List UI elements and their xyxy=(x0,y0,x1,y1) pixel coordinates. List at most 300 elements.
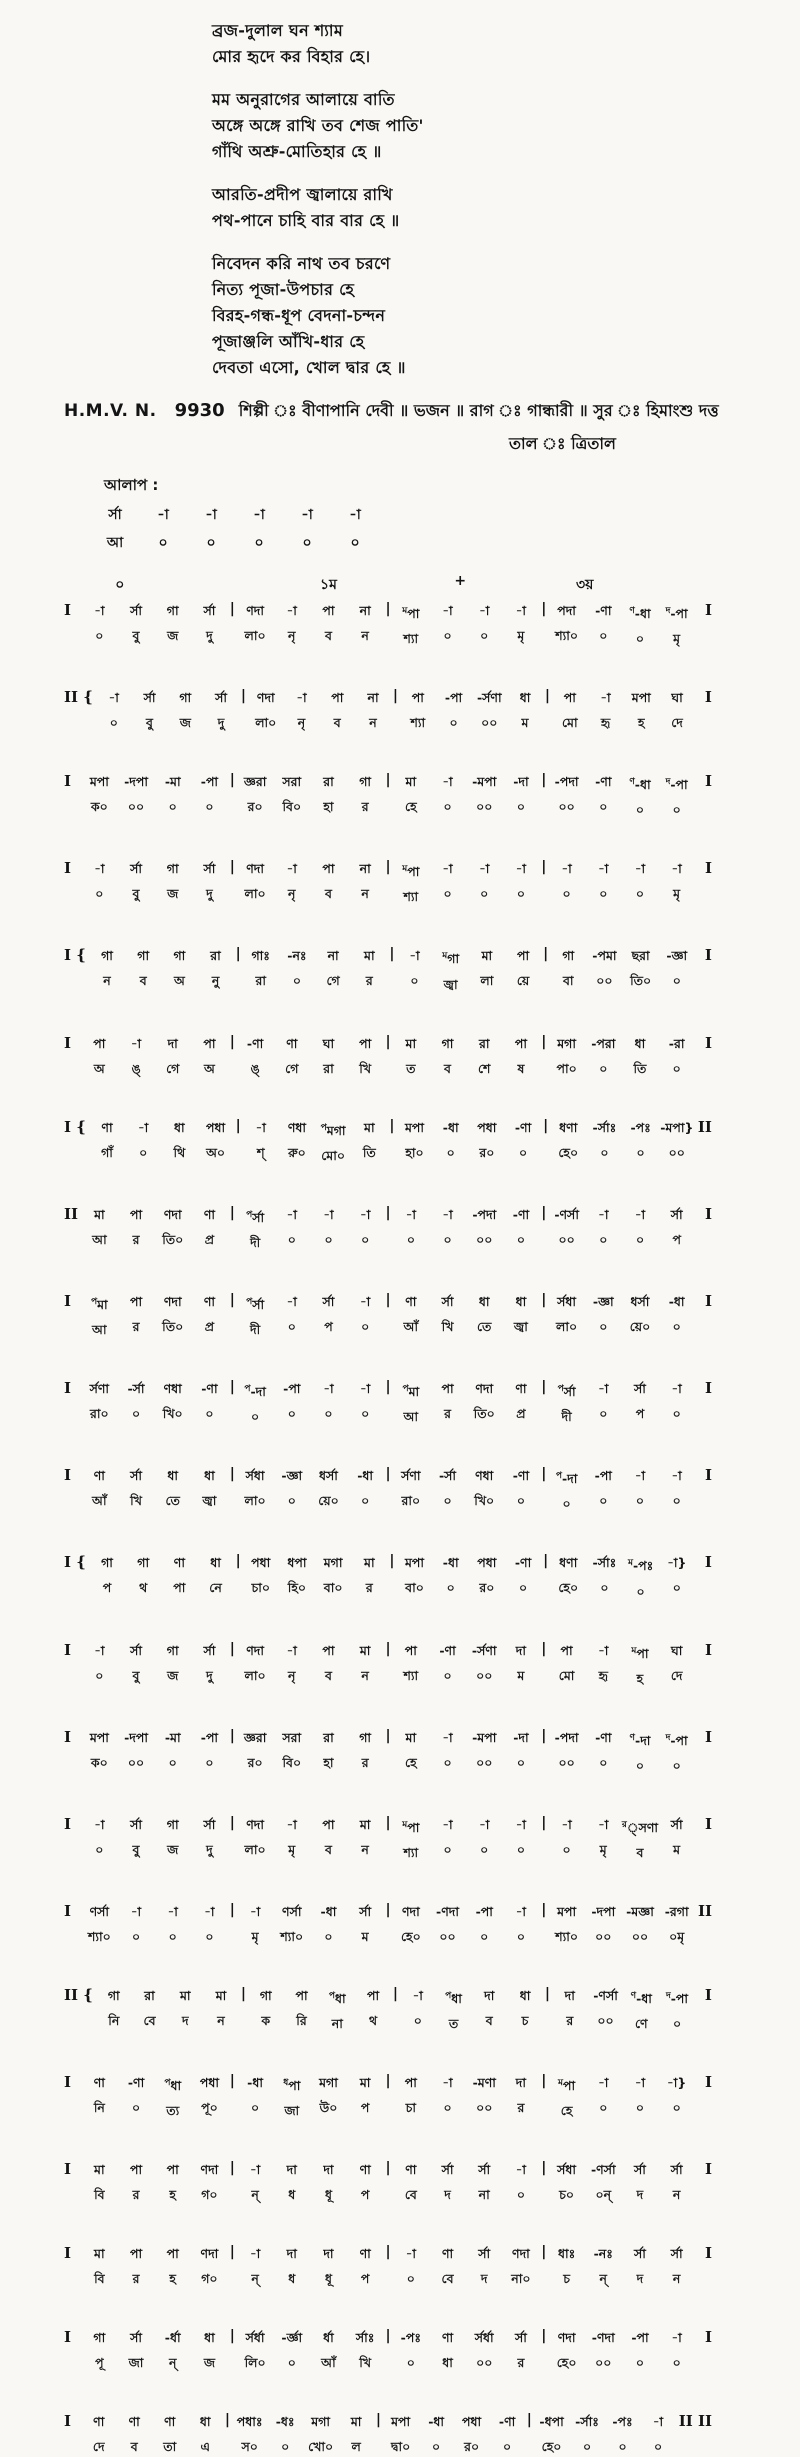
lyric-syllable: ০ xyxy=(600,1580,609,1596)
lyric-syllable: পা০ xyxy=(556,1060,577,1076)
lyric-syllable: মৃ xyxy=(251,1929,259,1945)
tala-marker: + xyxy=(454,573,467,589)
sargam-note: পধা xyxy=(205,1119,226,1135)
notation-system xyxy=(64,1728,712,1776)
sargam-note: ণদা xyxy=(200,2162,219,2178)
beat xyxy=(154,2160,191,2205)
lyric-syllable: ০ xyxy=(406,2271,415,2287)
beat xyxy=(503,1205,540,1250)
bar-divider: | xyxy=(541,1814,547,1831)
bar-divider: | xyxy=(541,1033,547,1050)
beat xyxy=(351,1553,387,1598)
beat xyxy=(503,1379,540,1424)
sargam-note: মপা xyxy=(89,774,109,790)
sargam-note: দা xyxy=(564,1988,575,2004)
alap-lyric-syllable: ০ xyxy=(254,535,264,551)
sargam-note: $^ম$পা xyxy=(631,1645,649,1661)
alap-label: আলাপ : xyxy=(104,476,159,494)
bar-divider: | xyxy=(392,688,398,705)
lyric-syllable: ন xyxy=(672,2187,681,2203)
bar-divider: | xyxy=(385,2160,391,2177)
beat xyxy=(243,1118,279,1163)
lyric-syllable: ০ xyxy=(131,2100,141,2116)
lyric-syllable: ধ xyxy=(288,2271,296,2287)
lyric-syllable: ০ xyxy=(281,2439,290,2455)
beat xyxy=(622,601,659,649)
beat xyxy=(161,1118,197,1163)
lyric-syllable: জ xyxy=(167,1841,179,1857)
lyric-syllable: ০০ xyxy=(476,2355,493,2371)
sargam-note: -রগা xyxy=(664,1904,689,1920)
sargam-note: -া xyxy=(442,603,453,618)
beat xyxy=(248,688,284,733)
beat xyxy=(586,1553,622,1598)
sargam-note: দা xyxy=(167,1035,178,1051)
sargam-note: গা xyxy=(179,690,192,706)
beat xyxy=(585,601,622,646)
sargam-note: গাঃ xyxy=(251,948,270,964)
sargam-note: -া xyxy=(286,1293,297,1309)
beat xyxy=(154,2073,191,2121)
lyric-syllable: ধূ xyxy=(324,2187,332,2203)
sargam-note: ধণা xyxy=(559,1555,578,1571)
sargam-note: দা xyxy=(323,2162,334,2178)
beat xyxy=(351,946,387,991)
beat xyxy=(588,1986,624,2031)
bar-divider: | xyxy=(541,1379,547,1396)
bar-divider: | xyxy=(392,1986,398,2003)
lyric-syllable: ০ xyxy=(361,1406,370,1422)
sargam-note: মা xyxy=(364,1555,375,1571)
sargam-note: ণা xyxy=(173,1555,185,1571)
beat xyxy=(503,772,540,817)
sargam-note: র্সা xyxy=(670,1816,683,1832)
sargam-note: -পঃ xyxy=(612,2414,633,2430)
beat xyxy=(154,1466,191,1511)
beat xyxy=(310,601,347,646)
beat xyxy=(469,1553,505,1598)
system-start-marker: I xyxy=(64,2160,72,2179)
sargam-note: -া xyxy=(479,861,490,877)
beat xyxy=(548,859,585,904)
beat xyxy=(622,1728,659,1776)
beat xyxy=(436,688,472,733)
lyric-syllable: ০ xyxy=(672,1757,681,1773)
lyric-syllable: ০০ xyxy=(476,2100,493,2116)
sargam-note: না xyxy=(359,861,371,877)
beat xyxy=(429,859,466,904)
bar-divider: | xyxy=(385,859,391,876)
beat xyxy=(310,2328,347,2373)
beat xyxy=(81,2328,118,2373)
lyric-syllable: র০ xyxy=(479,1580,495,1596)
lyric-syllable: তে xyxy=(165,1493,180,1509)
beat xyxy=(503,1641,540,1686)
beat xyxy=(191,1728,228,1773)
beat xyxy=(503,1292,540,1337)
lyric-syllable: লা০ xyxy=(255,715,277,731)
lyric-syllable: ০ xyxy=(413,2013,422,2029)
lyric-syllable: ০০ xyxy=(481,715,498,731)
beat xyxy=(273,1466,310,1511)
stanza xyxy=(212,182,800,234)
beat xyxy=(273,2328,310,2373)
lyric-syllable: জা xyxy=(284,2103,300,2119)
sargam-note: -া xyxy=(598,1381,609,1397)
lyric-syllable: ০ xyxy=(516,1841,525,1857)
system-start-marker: I xyxy=(64,1640,72,1659)
lyric-syllable: দ xyxy=(636,2271,644,2287)
system-end-marker: I xyxy=(704,2160,712,2179)
beat xyxy=(393,859,430,907)
lyric-syllable: অ xyxy=(173,973,185,989)
lyric-syllable: শ্ xyxy=(256,1144,265,1160)
lyric-syllable: ০ xyxy=(324,1231,333,1247)
sargam-note: পা xyxy=(404,1642,417,1658)
tala-marker: ০ xyxy=(115,577,125,593)
sargam-note: $^প$র্সা xyxy=(246,1296,265,1313)
bar-divider: | xyxy=(385,1902,391,1919)
lyric-syllable: হ xyxy=(169,2271,176,2287)
sargam-note: -মপা xyxy=(472,774,497,790)
notation-system xyxy=(64,2073,712,2121)
bar-divider: | xyxy=(235,946,241,963)
sargam-note: র্সণা xyxy=(401,1468,421,1484)
beat xyxy=(81,1466,118,1511)
lyric-syllable: র xyxy=(132,1231,140,1247)
sargam-note: র্সা xyxy=(670,2246,683,2262)
lyric-line: গাঁথি অশ্রু-মোতিহার হে ॥ xyxy=(212,142,382,161)
sargam-note: -পা xyxy=(283,1381,301,1397)
lyric-syllable: ০ xyxy=(599,628,608,643)
sargam-note: পা xyxy=(203,1035,216,1051)
lyric-syllable: নে xyxy=(209,1580,222,1596)
sargam-note: $^ম$পা xyxy=(402,1819,420,1836)
beat xyxy=(81,1815,118,1860)
notation-system xyxy=(64,1379,712,1427)
sargam-note: -ধা xyxy=(428,2414,445,2430)
beat xyxy=(534,2412,569,2457)
sargam-note: মা xyxy=(405,1729,417,1745)
bar-divider: | xyxy=(544,1986,550,2003)
alap-note: -া xyxy=(253,507,265,523)
sargam-note: ণা xyxy=(359,2246,371,2262)
lyric-syllable: খো০ xyxy=(308,2439,334,2455)
bar-divider: | xyxy=(385,2244,391,2261)
lyric-syllable: ০ন্ xyxy=(595,2187,612,2203)
beat xyxy=(237,1815,274,1860)
lyric-syllable: পা xyxy=(173,1580,186,1596)
lyric-line: পথ-পানে চাহি বার বার হে ॥ xyxy=(212,211,400,230)
sargam-note: -া xyxy=(249,2162,261,2178)
lyric-syllable: ব xyxy=(139,973,147,989)
lyric-syllable: বা০ xyxy=(323,1580,343,1596)
sargam-note: গা xyxy=(562,948,575,964)
beat xyxy=(118,1902,155,1947)
bar-divider: | xyxy=(541,601,547,617)
bar-divider: | xyxy=(229,1466,235,1483)
lyric-syllable: ন xyxy=(369,715,377,731)
beat xyxy=(503,2244,540,2289)
beat xyxy=(310,2244,347,2289)
lyric-line: পূজাঞ্জলি আঁখি-ধার হে xyxy=(212,332,365,351)
sargam-note: দা xyxy=(286,2246,297,2262)
sargam-note: -া xyxy=(442,1729,453,1745)
bar-divider: | xyxy=(229,2328,235,2345)
lyric-syllable: ০ xyxy=(95,886,104,902)
lyric-syllable: খি০ xyxy=(474,1493,495,1509)
sargam-note: ণদা xyxy=(200,2246,219,2262)
beat xyxy=(658,1815,695,1860)
bar-divider: | xyxy=(541,2244,547,2261)
sargam-note: -া xyxy=(167,1904,178,1920)
lyric-syllable: গে xyxy=(326,973,340,989)
beat xyxy=(118,1641,155,1686)
lyric-syllable: জ্বা xyxy=(513,1318,528,1334)
lyric-syllable: জ xyxy=(203,2355,215,2371)
sargam-note: না xyxy=(327,948,339,964)
bar-divider: | xyxy=(229,1902,235,1919)
beat xyxy=(622,859,659,904)
lyric-syllable: ০ xyxy=(599,886,608,902)
sargam-note: মা xyxy=(350,2414,362,2430)
lyric-syllable: ০ xyxy=(446,1144,455,1160)
beat xyxy=(550,946,586,991)
lyric-syllable: ন্ xyxy=(251,2187,259,2203)
lyric-syllable: র xyxy=(132,2187,140,2203)
lyric-syllable: ন xyxy=(361,886,369,902)
beat xyxy=(243,946,279,991)
notation-system xyxy=(64,859,712,907)
bar-divider: | xyxy=(541,2073,547,2090)
lyric-syllable: লা০ xyxy=(244,886,266,902)
lyric-syllable: ন xyxy=(103,973,111,989)
beat xyxy=(393,2073,430,2118)
notation-system xyxy=(64,1034,712,1079)
sargam-note: ঘা xyxy=(670,1642,683,1658)
beat xyxy=(347,1815,384,1860)
sargam-note: র্সা xyxy=(670,2162,683,2178)
lyric-syllable: ০ xyxy=(292,973,301,989)
sargam-note: -পা xyxy=(444,690,463,706)
lyric-syllable: ণে xyxy=(634,2016,648,2032)
beat xyxy=(279,946,315,991)
sargam-note: -ণর্সা xyxy=(554,1206,579,1222)
beat xyxy=(393,2160,430,2205)
lyric-syllable: গাঁ xyxy=(101,1144,113,1160)
beat xyxy=(310,1902,347,1947)
beat xyxy=(81,1641,118,1686)
bar-divider: | xyxy=(541,1204,547,1221)
beat xyxy=(351,1118,387,1163)
sargam-note: -ণা xyxy=(498,2414,516,2430)
sargam-note: ধা xyxy=(519,1988,531,2004)
sargam-note: র্সর্ধা xyxy=(245,2330,265,2346)
beat xyxy=(429,2160,466,2205)
beat xyxy=(237,2244,274,2289)
notation-system xyxy=(64,772,712,820)
alap-note: র্সা xyxy=(108,507,122,523)
lyric-syllable: ০ xyxy=(480,628,489,643)
beat xyxy=(203,688,239,733)
sargam-note: মা xyxy=(481,948,493,964)
beat xyxy=(585,1034,622,1079)
sargam-note: -া xyxy=(652,2414,664,2430)
system-end-marker: I xyxy=(704,2073,712,2092)
sargam-note: র্সা xyxy=(203,861,216,877)
beat xyxy=(429,2244,466,2289)
lyric-syllable: জ xyxy=(167,628,179,643)
lyric-syllable: থ xyxy=(139,1580,148,1596)
beat xyxy=(622,1379,659,1424)
sargam-note: -ধপা xyxy=(539,2414,564,2430)
lyric-syllable: ০ xyxy=(205,799,214,815)
lyric-syllable: বে xyxy=(441,2271,454,2287)
beat xyxy=(197,1553,233,1598)
notation-system xyxy=(64,1986,712,2034)
lyric-syllable: ০ xyxy=(443,2100,452,2116)
beat xyxy=(89,1118,125,1163)
lyric-syllable: শে xyxy=(477,1060,491,1076)
sargam-note: -মজ্ঞা xyxy=(626,1904,654,1920)
sargam-note: ধাঃ xyxy=(557,2246,576,2262)
sargam-note: ধা xyxy=(634,1035,646,1051)
bar-divider: | xyxy=(229,1814,235,1831)
lyric-syllable: ০ xyxy=(516,886,525,902)
lyric-syllable: র xyxy=(517,2355,525,2371)
lyric-syllable: না xyxy=(478,2187,490,2203)
beat xyxy=(132,688,168,733)
lyric-syllable: য়ে xyxy=(516,973,530,989)
beat xyxy=(548,2073,585,2121)
sargam-note: ধা xyxy=(199,2414,211,2430)
beat xyxy=(154,1034,191,1079)
sargam-note: -ণা xyxy=(127,2075,145,2091)
system-end-marker: I xyxy=(704,2328,712,2347)
lyric-syllable: ০ xyxy=(518,1144,528,1160)
beat xyxy=(118,1728,155,1773)
bar-divider: | xyxy=(389,1553,395,1570)
sargam-note: -া xyxy=(204,1904,215,1920)
lyric-syllable: দ্বা০ xyxy=(391,2439,411,2455)
sargam-note: -পা xyxy=(200,1729,219,1745)
lyric-syllable: ০ xyxy=(672,1493,681,1509)
lyric-syllable: ০ xyxy=(287,1406,296,1422)
lyric-syllable: ০ xyxy=(599,1060,608,1076)
sargam-note: পা xyxy=(295,1988,308,2004)
beat xyxy=(154,2328,191,2373)
bar-divider: | xyxy=(229,2160,235,2177)
beat xyxy=(433,1118,469,1163)
notation-system xyxy=(64,2244,712,2289)
beat xyxy=(466,1728,503,1773)
sargam-note: গা xyxy=(166,1642,179,1658)
beat xyxy=(396,946,432,991)
sargam-note: গা xyxy=(137,1555,150,1571)
sargam-note: -পা xyxy=(475,1904,493,1920)
beat xyxy=(436,1986,472,2034)
beat xyxy=(167,688,203,733)
beat xyxy=(505,1118,541,1163)
beat xyxy=(347,1292,384,1337)
lyric-syllable: তে xyxy=(476,1318,492,1334)
lyric-syllable: প্র xyxy=(516,1406,526,1422)
lyric-syllable: ০ xyxy=(205,1929,214,1945)
sargam-note: গা xyxy=(101,1555,113,1571)
sargam-note: মপা xyxy=(404,1119,425,1135)
sargam-note: $^দ$-পা xyxy=(666,1991,689,2007)
lyric-syllable: দে xyxy=(671,715,683,731)
beat xyxy=(429,1292,466,1337)
bar-divider: | xyxy=(543,946,549,963)
sargam-note: -া xyxy=(561,861,572,877)
system-end-marker: I xyxy=(704,1640,712,1659)
lyric-syllable: ০ xyxy=(516,799,525,815)
bar-divider: | xyxy=(375,2412,381,2429)
lyric-syllable: গে xyxy=(166,1060,180,1076)
beat xyxy=(355,688,391,733)
notation-system xyxy=(64,1902,712,1947)
beat xyxy=(347,601,384,646)
sargam-note: ণদা xyxy=(512,2246,530,2262)
sargam-note: $^ম$-পঃ xyxy=(627,1558,654,1574)
stanza xyxy=(212,87,800,165)
lyric-syllable: ০ xyxy=(109,715,118,731)
sargam-note: মগা xyxy=(319,2075,338,2091)
lyric-syllable: দ xyxy=(636,2187,644,2203)
beat xyxy=(237,1728,274,1773)
lyric-syllable: জ xyxy=(179,715,191,731)
system-start-marker: I xyxy=(64,601,72,619)
lyric-syllable: ০ xyxy=(635,1231,645,1247)
beat xyxy=(118,2328,155,2373)
sargam-note: -মা xyxy=(164,774,181,790)
bar-divider: | xyxy=(385,1727,391,1744)
beat xyxy=(658,1641,695,1686)
sargam-note: ধা xyxy=(204,2330,215,2346)
beat xyxy=(396,1118,432,1163)
lyric-syllable: ন্ xyxy=(251,2271,259,2287)
bar-divider: | xyxy=(541,1902,547,1919)
sargam-note: -া xyxy=(515,603,527,618)
sargam-note: -দা xyxy=(513,774,529,790)
beat xyxy=(585,2244,622,2289)
sargam-note: গা xyxy=(359,1729,372,1745)
sargam-note: ধা xyxy=(204,1468,215,1484)
beat xyxy=(273,1205,310,1250)
lyric-syllable: রু০ xyxy=(288,1144,306,1160)
beat xyxy=(622,1902,659,1947)
lyric-syllable: ম xyxy=(361,1929,369,1945)
beat xyxy=(658,601,695,649)
sargam-note: -া xyxy=(323,1381,334,1397)
lyric-syllable: শ্যা xyxy=(403,889,419,905)
lyric-syllable: রা xyxy=(323,1060,334,1076)
sargam-note: -া xyxy=(442,861,453,877)
lyric-syllable: স০ xyxy=(241,2439,258,2455)
lyric-syllable: ০ xyxy=(287,1493,296,1509)
lyric-syllable: ব xyxy=(333,715,341,731)
beat xyxy=(310,1815,347,1860)
lyric-syllable: ০ xyxy=(168,1929,177,1945)
lyric-syllable: লা০ xyxy=(244,628,266,643)
sargam-note: র্সা xyxy=(143,690,156,706)
lyric-syllable: ০ xyxy=(600,1144,609,1160)
beat xyxy=(622,2244,659,2289)
sargam-note: ণা xyxy=(203,1293,215,1309)
sargam-note: পা xyxy=(129,2246,143,2262)
lyric-syllable: মৃ xyxy=(599,1841,607,1857)
